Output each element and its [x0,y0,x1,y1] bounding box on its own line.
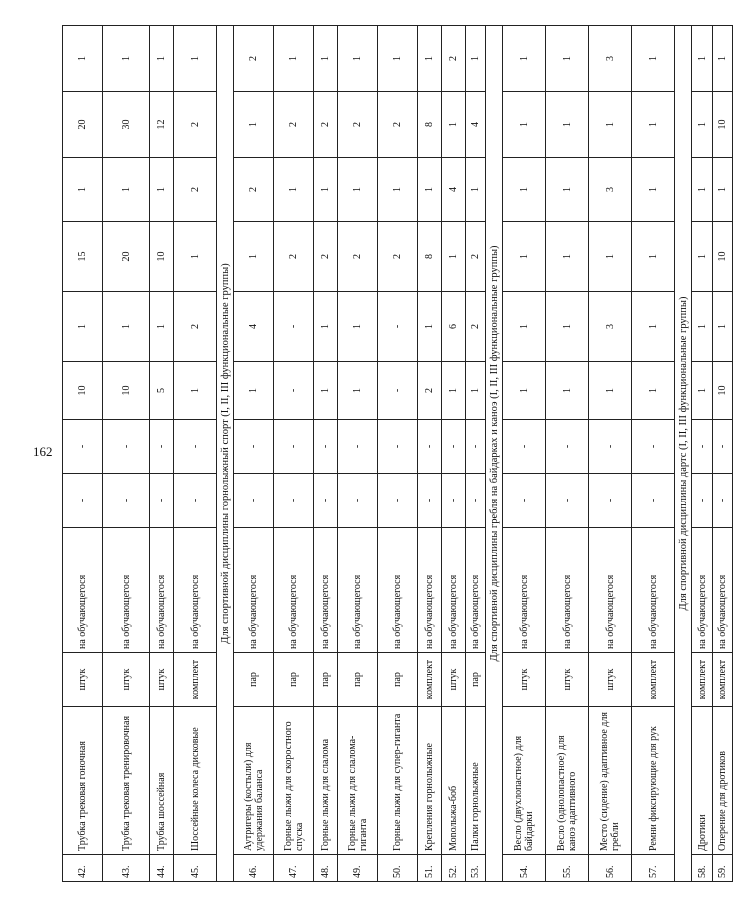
row-number-cell: 52. [442,855,466,882]
row-number-cell: 57. [632,855,675,882]
value-cell: 1 [589,222,632,292]
table-row [466,26,486,882]
basis-cell: на обучающегося [314,528,338,653]
item-name-cell: Место (сидение) адаптивное для гребли [589,707,632,855]
value-cell: 4 [466,92,486,158]
table-row [314,26,338,882]
value-cell: 1 [713,158,733,222]
value-cell: - [378,362,418,420]
row-number-cell: 55. [546,855,589,882]
table-row [632,26,675,882]
value-cell: 8 [418,92,442,158]
value-cell: - [632,474,675,528]
value-cell: - [378,474,418,528]
unit-cell: пар [314,653,338,707]
row-number-cell: 47. [274,855,314,882]
value-cell: - [442,420,466,474]
section-heading: Для спортивной дисциплины горнолыжный спорт (I, II, III функциональные группы) [217,26,234,882]
unit-cell: комплект [692,653,713,707]
value-cell: 1 [63,158,103,222]
value-cell: 10 [713,222,733,292]
value-cell: - [174,474,217,528]
value-cell: 1 [503,158,546,222]
value-cell: - [150,474,174,528]
value-cell: 1 [338,26,378,92]
row-number-cell: 46. [234,855,274,882]
row-number-cell: 43. [103,855,150,882]
row-number-cell: 54. [503,855,546,882]
value-cell: 20 [63,92,103,158]
row-number-cell: 48. [314,855,338,882]
table-row [442,26,466,882]
row-number-cell: 50. [378,855,418,882]
value-cell: 2 [442,26,466,92]
value-cell: - [103,474,150,528]
value-cell: 1 [150,26,174,92]
basis-cell: на обучающегося [378,528,418,653]
unit-cell: пар [338,653,378,707]
rotated-table-wrapper [62,26,728,882]
value-cell: 2 [378,92,418,158]
value-cell: 4 [442,158,466,222]
value-cell: - [103,420,150,474]
unit-cell: комплект [174,653,217,707]
value-cell: 1 [103,158,150,222]
value-cell: - [589,474,632,528]
value-cell: - [314,420,338,474]
value-cell: 2 [274,222,314,292]
value-cell: 1 [589,362,632,420]
value-cell: - [63,474,103,528]
unit-cell: пар [378,653,418,707]
value-cell: 1 [692,222,713,292]
value-cell: 2 [378,222,418,292]
value-cell: - [274,474,314,528]
item-name-cell: Ремни фиксирующие для рук [632,707,675,855]
table-row [338,26,378,882]
equipment-table [62,25,733,882]
value-cell: 1 [442,222,466,292]
value-cell: 1 [546,362,589,420]
value-cell: 5 [150,362,174,420]
value-cell: - [150,420,174,474]
row-number-cell: 44. [150,855,174,882]
value-cell: 2 [234,158,274,222]
value-cell: - [546,474,589,528]
basis-cell: на обучающегося [338,528,378,653]
unit-cell: комплект [418,653,442,707]
table-row [692,26,713,882]
basis-cell: на обучающегося [713,528,733,653]
value-cell: - [378,292,418,362]
value-cell: 1 [713,292,733,362]
item-name-cell: Горные лыжи для слалома [314,707,338,855]
row-number-cell: 49. [338,855,378,882]
table-row [378,26,418,882]
value-cell: - [546,420,589,474]
item-name-cell: Трубка трековая гоночная [63,707,103,855]
item-name-cell: Трубка трековая тренировочная [103,707,150,855]
value-cell: 1 [338,158,378,222]
row-number-cell: 45. [174,855,217,882]
section-row [217,26,234,882]
table-body [63,26,733,882]
unit-cell: штук [442,653,466,707]
value-cell: 2 [174,292,217,362]
table-row [174,26,217,882]
item-name-cell: Крепления горнолыжные [418,707,442,855]
table-row [63,26,103,882]
section-row [675,26,692,882]
value-cell: 1 [692,362,713,420]
value-cell: - [274,292,314,362]
value-cell: 1 [378,26,418,92]
row-number-cell: 59. [713,855,733,882]
value-cell: 10 [713,362,733,420]
value-cell: - [63,420,103,474]
basis-cell: на обучающегося [234,528,274,653]
table-row [418,26,442,882]
value-cell: 1 [338,362,378,420]
value-cell: 1 [234,222,274,292]
value-cell: - [442,474,466,528]
value-cell: - [234,420,274,474]
value-cell: - [589,420,632,474]
rotated-table-container [62,26,728,882]
value-cell: 30 [103,92,150,158]
value-cell: 1 [314,362,338,420]
value-cell: - [174,420,217,474]
value-cell: 2 [338,222,378,292]
section-heading: Для спортивной дисциплины гребля на байдарках и каноэ (I, II, III функциональные группы) [486,26,503,882]
value-cell: 1 [692,292,713,362]
value-cell: 1 [632,158,675,222]
value-cell: 1 [632,292,675,362]
value-cell: 1 [503,362,546,420]
value-cell: 10 [63,362,103,420]
value-cell: 1 [150,158,174,222]
value-cell: 10 [713,92,733,158]
value-cell: 2 [174,92,217,158]
value-cell: 3 [589,158,632,222]
value-cell: 1 [314,292,338,362]
value-cell: 2 [314,92,338,158]
value-cell: 1 [632,26,675,92]
value-cell: - [274,362,314,420]
unit-cell: штук [589,653,632,707]
value-cell: 1 [174,26,217,92]
value-cell: 6 [442,292,466,362]
item-name-cell: Горные лыжи для скоростного спуска [274,707,314,855]
value-cell: 1 [546,292,589,362]
basis-cell: на обучающегося [150,528,174,653]
table-row [503,26,546,882]
basis-cell: на обучающегося [418,528,442,653]
value-cell: 1 [546,222,589,292]
value-cell: 1 [234,362,274,420]
value-cell: 1 [546,92,589,158]
value-cell: - [338,474,378,528]
value-cell: - [378,420,418,474]
unit-cell: пар [466,653,486,707]
value-cell: 1 [632,222,675,292]
item-name-cell: Моnолыжа-боб [442,707,466,855]
value-cell: 1 [589,92,632,158]
unit-cell: штук [503,653,546,707]
basis-cell: на обучающегося [546,528,589,653]
basis-cell: на обучающегося [274,528,314,653]
value-cell: 1 [713,26,733,92]
value-cell: - [338,420,378,474]
table-row [103,26,150,882]
item-name-cell: Оперение для дротиков [713,707,733,855]
unit-cell: штук [63,653,103,707]
section-row [486,26,503,882]
value-cell: 1 [274,158,314,222]
basis-cell: на обучающегося [442,528,466,653]
value-cell: - [503,420,546,474]
value-cell: 1 [418,158,442,222]
table-row [546,26,589,882]
unit-cell: пар [274,653,314,707]
value-cell: 2 [418,362,442,420]
value-cell: 1 [546,26,589,92]
value-cell: 2 [314,222,338,292]
value-cell: 1 [692,26,713,92]
value-cell: 1 [632,92,675,158]
unit-cell: комплект [632,653,675,707]
value-cell: 3 [589,292,632,362]
item-name-cell: Шоссейные колеса дисковые [174,707,217,855]
value-cell: 1 [442,92,466,158]
value-cell: - [692,420,713,474]
table-row [150,26,174,882]
value-cell: 1 [103,26,150,92]
value-cell: 1 [503,92,546,158]
value-cell: 1 [546,158,589,222]
value-cell: 1 [314,158,338,222]
value-cell: - [632,420,675,474]
value-cell: - [418,420,442,474]
value-cell: 1 [466,26,486,92]
value-cell: 1 [503,222,546,292]
row-number-cell: 42. [63,855,103,882]
table-row [713,26,733,882]
table-row [274,26,314,882]
value-cell: - [314,474,338,528]
value-cell: - [234,474,274,528]
value-cell: 8 [418,222,442,292]
unit-cell: штук [103,653,150,707]
value-cell: - [466,474,486,528]
value-cell: 20 [103,222,150,292]
value-cell: 1 [442,362,466,420]
value-cell: - [503,474,546,528]
row-number-cell: 58. [692,855,713,882]
value-cell: 1 [692,92,713,158]
value-cell: 1 [692,158,713,222]
value-cell: 10 [103,362,150,420]
value-cell: 1 [63,292,103,362]
value-cell: 4 [234,292,274,362]
basis-cell: на обучающегося [503,528,546,653]
value-cell: 12 [150,92,174,158]
page-number: 162 [33,444,53,459]
value-cell: 1 [174,362,217,420]
value-cell: - [692,474,713,528]
unit-cell: штук [546,653,589,707]
item-name-cell: Горные лыжи для супер-гиганта [378,707,418,855]
value-cell: 1 [63,26,103,92]
item-name-cell: Дротики [692,707,713,855]
section-heading: Для спортивной дисциплины дартс (I, II, III функциональные группы) [675,26,692,882]
value-cell: 1 [338,292,378,362]
item-name-cell: Весло (однолопастное) для каноэ адаптивного [546,707,589,855]
value-cell: - [274,420,314,474]
value-cell: 2 [274,92,314,158]
item-name-cell: Аутригеры (костыли) для удержания баланса [234,707,274,855]
row-number-cell: 53. [466,855,486,882]
value-cell: - [713,420,733,474]
value-cell: 1 [466,158,486,222]
basis-cell: на обучающегося [589,528,632,653]
row-number-cell: 51. [418,855,442,882]
value-cell: 2 [338,92,378,158]
value-cell: 1 [503,26,546,92]
item-name-cell: Палки горнолыжные [466,707,486,855]
value-cell: 1 [234,92,274,158]
value-cell: 1 [103,292,150,362]
value-cell: 1 [418,292,442,362]
basis-cell: на обучающегося [63,528,103,653]
item-name-cell: Весло (двухлопастное) для байдарки [503,707,546,855]
value-cell: 1 [378,158,418,222]
value-cell: 2 [466,222,486,292]
value-cell: 1 [632,362,675,420]
basis-cell: на обучающегося [103,528,150,653]
value-cell: 1 [150,292,174,362]
value-cell: 2 [466,292,486,362]
value-cell: - [713,474,733,528]
table-row [589,26,632,882]
value-cell: 2 [234,26,274,92]
basis-cell: на обучающегося [692,528,713,653]
unit-cell: пар [234,653,274,707]
value-cell: 1 [274,26,314,92]
unit-cell: штук [150,653,174,707]
value-cell: 1 [503,292,546,362]
value-cell: 3 [589,26,632,92]
item-name-cell: Трубка шоссейная [150,707,174,855]
value-cell: 10 [150,222,174,292]
value-cell: 1 [314,26,338,92]
value-cell: - [466,420,486,474]
value-cell: 1 [418,26,442,92]
value-cell: 15 [63,222,103,292]
basis-cell: на обучающегося [174,528,217,653]
row-number-cell: 56. [589,855,632,882]
value-cell: - [418,474,442,528]
basis-cell: на обучающегося [632,528,675,653]
table-row [234,26,274,882]
value-cell: 1 [466,362,486,420]
value-cell: 1 [174,222,217,292]
basis-cell: на обучающегося [466,528,486,653]
unit-cell: комплект [713,653,733,707]
item-name-cell: Горные лыжи для слалома-гиганта [338,707,378,855]
value-cell: 2 [174,158,217,222]
